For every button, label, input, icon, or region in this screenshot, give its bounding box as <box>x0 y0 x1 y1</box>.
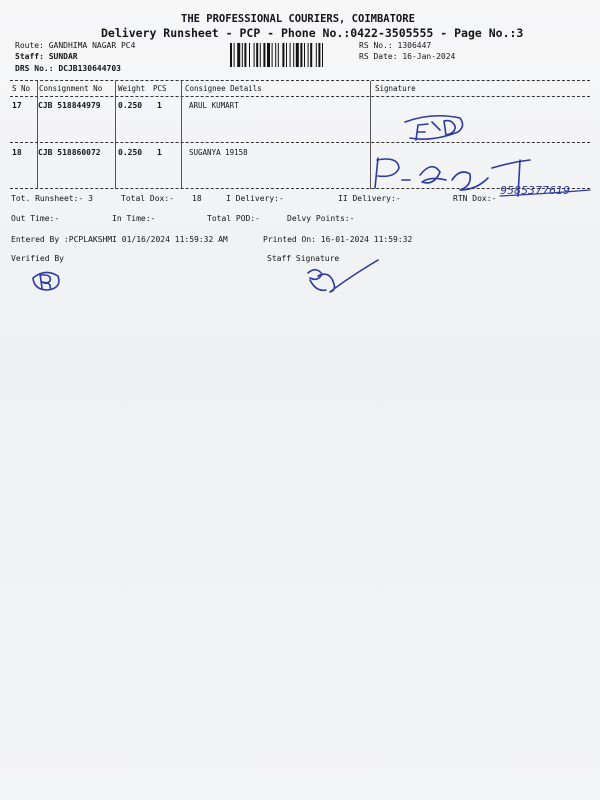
i-delivery-label: I Delivery:- <box>226 194 284 203</box>
total-dox-value: 18 <box>192 194 202 203</box>
row-weight: 0.250 <box>118 148 143 157</box>
col-divider <box>37 81 38 189</box>
barcode-image <box>228 43 352 67</box>
total-runsheet: Tot. Runsheet:- 3 <box>11 194 93 203</box>
out-time-label: Out Time:- <box>11 214 60 223</box>
fd-handwritten-note <box>405 116 463 140</box>
total-dox-label: Total Dox:- <box>121 194 174 203</box>
runsheet-title: Delivery Runsheet - PCP - Phone No.:0422-3505555 - Page No.:3 <box>101 26 524 40</box>
row-consignee: SUGANYA 19158 <box>189 148 248 157</box>
phone-number-handwritten <box>500 184 590 197</box>
table-top-rule <box>10 80 590 81</box>
company-title: THE PROFESSIONAL COURIERS, COIMBATORE <box>181 13 415 25</box>
col-divider <box>370 81 371 189</box>
row-sno: 17 <box>12 101 22 110</box>
row-consignee: ARUL KUMART <box>189 101 239 110</box>
entered-by: Entered By :PCPLAKSHMI 01/16/2024 11:59:32 AM <box>11 235 228 244</box>
route-label: Route: GANDHIMA NAGAR PC4 <box>15 41 136 50</box>
row-pcs: 1 <box>157 101 162 110</box>
table-bottom-rule <box>10 188 590 189</box>
rs-date: RS Date: 16-Jan-2024 <box>359 52 456 61</box>
col-divider <box>115 81 116 189</box>
row-consignment-no: CJB 518860072 <box>38 148 101 157</box>
rs-number: RS No.: 1306447 <box>359 41 432 50</box>
verified-by-label: Verified By <box>11 254 64 263</box>
col-divider <box>181 81 182 189</box>
printed-on: Printed On: 16-01-2024 11:59:32 <box>263 235 413 244</box>
col-header-pcs: PCS <box>153 84 167 93</box>
rtn-dox-label: RTN Dox:- <box>453 194 497 203</box>
row18-signature <box>375 158 530 196</box>
col-header-signature: Signature <box>375 84 416 93</box>
row-separator <box>10 142 590 143</box>
verified-initials <box>33 272 59 290</box>
header-bottom-rule <box>10 96 590 97</box>
col-header-weight: Weight <box>118 84 146 93</box>
row-pcs: 1 <box>157 148 162 157</box>
col-header-consignee: Consignee Details <box>185 84 262 93</box>
row-consignment-no: CJB 518844979 <box>38 101 101 110</box>
handwritten-number: 9585377619 <box>500 184 570 197</box>
ii-delivery-label: II Delivery:- <box>338 194 401 203</box>
staff-signature-label: Staff Signature <box>267 254 340 263</box>
row-weight: 0.250 <box>118 101 143 110</box>
staff-label: Staff: SUNDAR <box>15 52 78 61</box>
row-sno: 18 <box>12 148 22 157</box>
col-header-sno: S No <box>12 84 31 93</box>
in-time-label: In Time:- <box>112 214 156 223</box>
drs-number: DRS No.: DCJB130644703 <box>15 64 121 73</box>
staff-signature-mark <box>308 260 378 292</box>
delvy-points-label: Delvy Points:- <box>287 214 355 223</box>
total-pod-label: Total POD:- <box>207 214 260 223</box>
col-header-consignment: Consignment No <box>39 84 103 93</box>
